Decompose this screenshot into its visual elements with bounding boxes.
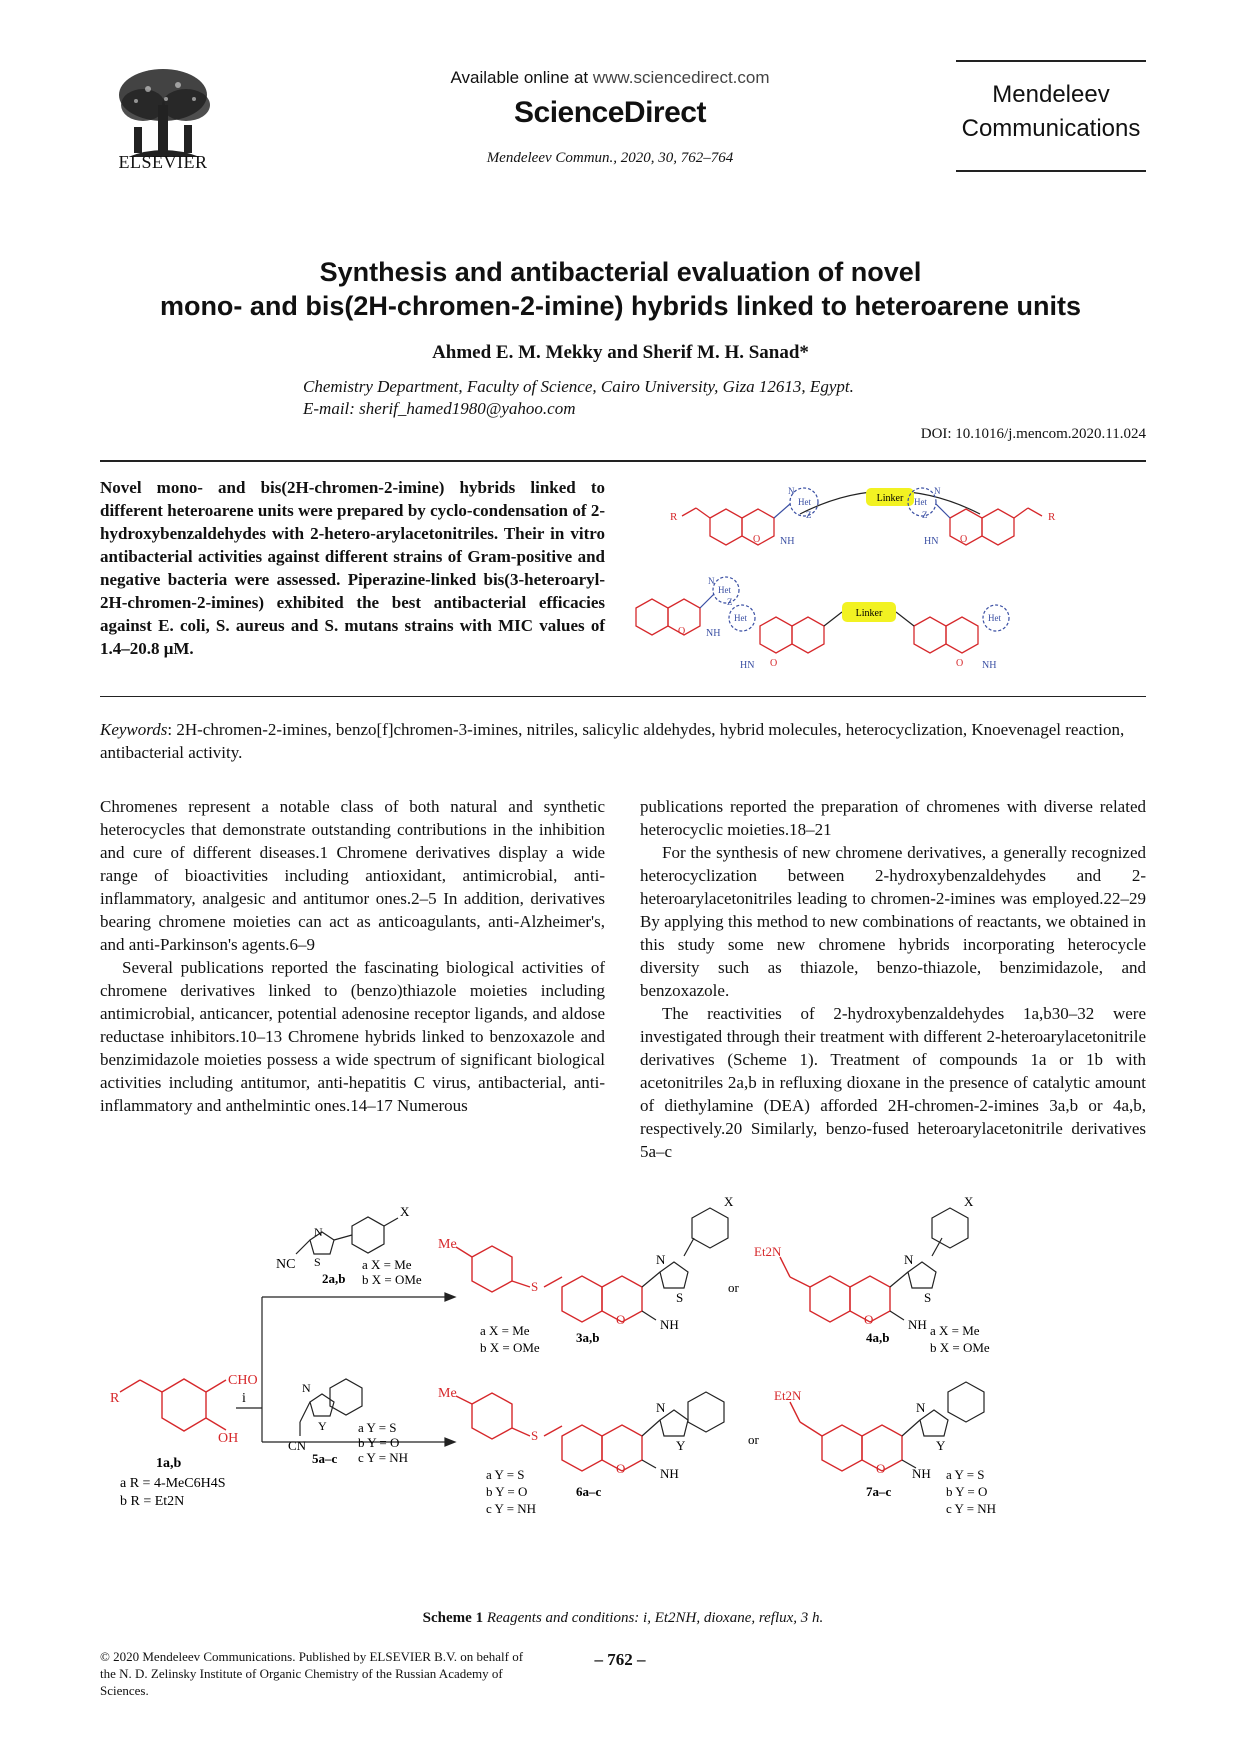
graphic-n-1: N xyxy=(788,486,795,496)
available-online-line xyxy=(400,68,820,88)
sciencedirect-wordmark: ScienceDirect xyxy=(514,96,706,129)
body-column-right xyxy=(640,795,1146,1163)
compound-2-label: 2a,b xyxy=(322,1271,346,1286)
compound-5b: b Y = O xyxy=(358,1435,400,1450)
body-column-left xyxy=(100,795,605,1117)
scheme-s-3b: S xyxy=(676,1290,684,1305)
graphic-n-2: N xyxy=(934,486,941,496)
scheme-or-2: or xyxy=(748,1432,759,1447)
scheme-n-7: N xyxy=(916,1400,926,1415)
scheme-nh-6: NH xyxy=(660,1466,679,1481)
scheme-n-4: N xyxy=(904,1252,914,1267)
scheme-n-2: N xyxy=(314,1225,323,1239)
title-line1: Synthesis and antibacterial evaluation of novel xyxy=(319,257,922,287)
compound-1-label: 1a,b xyxy=(156,1456,182,1471)
compound-4b: b X = OMe xyxy=(930,1340,990,1355)
keywords-label: Keywords xyxy=(100,720,168,739)
graphic-o-5: O xyxy=(956,658,964,669)
scheme-n-3: N xyxy=(656,1252,666,1267)
compound-4a: a X = Me xyxy=(930,1323,980,1338)
compound-7a: a Y = S xyxy=(946,1467,985,1482)
compound-2a: a X = Me xyxy=(362,1257,412,1272)
scheme-x-2: X xyxy=(400,1204,410,1219)
scheme-et2n-7: Et2N xyxy=(774,1388,802,1403)
sciencedirect-link[interactable]: www.sciencedirect.com xyxy=(592,68,770,87)
scheme-r: R xyxy=(110,1391,120,1406)
keywords: Keywords: 2H-chromen-2-imines, benzo[f]chromen-3-imines, nitriles, salicylic aldehydes, hybrid molecules, heterocyclization, Knoevenagel reaction, antibacterial activity. xyxy=(100,720,1125,762)
compound-7c: c Y = NH xyxy=(946,1501,997,1516)
compound-5-label: 5a–c xyxy=(312,1451,338,1466)
compound-3a: a X = Me xyxy=(480,1323,530,1338)
graphic-het-5: Het xyxy=(988,613,1001,623)
abstract-top-rule xyxy=(100,460,1146,462)
graphic-o-1: O xyxy=(753,534,761,545)
graphic-nh-5: NH xyxy=(982,660,997,671)
graphic-z-1: Z xyxy=(806,510,812,520)
compound-6c: c Y = NH xyxy=(486,1501,537,1516)
graphic-het-2: Het xyxy=(914,497,927,507)
scheme-me-6: Me xyxy=(438,1386,457,1401)
scheme-s-2: S xyxy=(314,1255,321,1269)
available-prefix: Available online at xyxy=(450,68,593,87)
scheme-s-3: S xyxy=(531,1279,539,1294)
scheme-cho: CHO xyxy=(228,1373,258,1388)
scheme-x-3: X xyxy=(724,1194,734,1209)
compound-3b: b X = OMe xyxy=(480,1340,540,1355)
scheme-y-7: Y xyxy=(936,1438,946,1453)
scheme-o-4: O xyxy=(864,1312,874,1327)
graphic-het-4: Het xyxy=(734,613,747,623)
compound-7b: b Y = O xyxy=(946,1484,988,1499)
graphic-o-2: O xyxy=(960,534,968,545)
title-line2: mono- and bis(2H-chromen-2-imine) hybrids linked to heteroarene units xyxy=(159,291,1082,321)
journal-name-line2: Communications xyxy=(961,115,1141,142)
graphic-z-3: Z xyxy=(727,597,733,607)
compound-6-label: 6a–c xyxy=(576,1484,602,1499)
affiliation-address: Chemistry Department, Faculty of Science, Cairo University, Giza 12613, Egypt. xyxy=(303,377,854,396)
graphic-o-4: O xyxy=(770,658,778,669)
graphical-abstract xyxy=(630,478,1150,688)
graphic-r-1: R xyxy=(670,511,678,523)
paragraph: For the synthesis of new chromene derivatives, a generally recognized heterocyclization between 2-hydroxybenzaldehydes and 2-heteroarylacetonitriles leading to chromen-2-imines was employed.22–29 By applying this method to new combinations of reactants, we obtained in this study some new chromene hybrids incorporating heterocycle diversity such as thiazole, benzo-thiazole, benzimidazole, and benzoxazole. xyxy=(640,843,1146,1000)
graphic-hn-2: HN xyxy=(924,536,939,547)
scheme-or-1: or xyxy=(728,1280,739,1295)
graphic-hn-4: HN xyxy=(740,660,755,671)
scheme-y-6: Y xyxy=(676,1438,686,1453)
linker-label-bottom: Linker xyxy=(855,608,883,619)
graphic-z-2: Z xyxy=(922,510,928,520)
compound-6a: a Y = S xyxy=(486,1467,525,1482)
scheme-nc: NC xyxy=(276,1257,296,1272)
scheme-1 xyxy=(100,1192,1146,1612)
keywords-list: 2H-chromen-2-imines, benzo[f]chromen-3-imines, nitriles, salicylic aldehydes, hybrid molecules, heterocyclization, Knoevenagel reaction, antibacterial activity. xyxy=(100,720,1125,762)
scheme-n-5: N xyxy=(302,1381,311,1395)
scheme-nh-7: NH xyxy=(912,1466,931,1481)
scheme-nh-3: NH xyxy=(660,1317,679,1332)
scheme-s-4: S xyxy=(924,1290,932,1305)
scheme-o-3: O xyxy=(616,1312,626,1327)
page-number: – 762 – xyxy=(594,1650,646,1669)
scheme-oh: OH xyxy=(218,1431,239,1446)
scheme-o-7: O xyxy=(876,1461,886,1476)
scheme-caption-label: Scheme 1 xyxy=(422,1610,484,1626)
scheme-x-4: X xyxy=(964,1194,974,1209)
journal-name-line1: Mendeleev xyxy=(992,81,1110,108)
graphic-nh-1: NH xyxy=(780,536,795,547)
scheme-me-3: Me xyxy=(438,1237,457,1252)
journal-name xyxy=(956,78,1146,146)
compound-1b: b R = Et2N xyxy=(120,1494,185,1509)
scheme-caption-text: Reagents and conditions: i, Et2NH, dioxane, reflux, 3 h. xyxy=(486,1610,824,1626)
graphic-o-3: O xyxy=(678,626,686,637)
graphic-nh-3: NH xyxy=(706,628,721,639)
paragraph: The reactivities of 2-hydroxybenzaldehydes 1a,b30–32 were investigated through their treatment with different 2-heteroarylacetonitrile derivatives (Scheme 1). Treatment of compounds 1a or 1b with acetonitriles 2a,b in refluxing dioxane in the presence of catalytic amount of diethylamine (DEA) afforded 2H-chromen-2-imines 3a,b or 4a,b, respectively.20 Similarly, benzo-fused heteroarylacetonitrile derivatives 5a–c xyxy=(640,1004,1146,1161)
article-title xyxy=(60,255,1181,323)
scheme-caption xyxy=(100,1610,1146,1627)
graphic-r-2: R xyxy=(1048,511,1056,523)
compound-5a: a Y = S xyxy=(358,1420,397,1435)
scheme-et2n-4: Et2N xyxy=(754,1244,782,1259)
linker-label-top: Linker xyxy=(876,493,904,504)
scheme-n-6: N xyxy=(656,1400,666,1415)
scheme-cn: CN xyxy=(288,1438,307,1453)
paragraph: Several publications reported the fascinating biological activities of chromene derivatives linked to (benzo)thiazole moieties including antimicrobial, anticancer, potential adenosine receptor ligands, and aldose reductase inhibitors.10–13 Chromene hybrids linked to benzoxazole and benzimidazole moieties possess a wide spectrum of significant biological activities including antitumor, anti-hepatitis C virus, antibacterial, anti-inflammatory and anthelmintic ones.14–17 Numerous xyxy=(100,958,605,1115)
publisher-name: ELSEVIER xyxy=(118,152,208,172)
author-email[interactable]: E-mail: sherif_hamed1980@yahoo.com xyxy=(303,399,576,418)
graphic-n-3: N xyxy=(708,576,715,586)
compound-6b: b Y = O xyxy=(486,1484,528,1499)
reagent-i: i xyxy=(242,1391,246,1406)
journal-citation: Mendeleev Commun., 2020, 30, 762–764 xyxy=(486,150,734,166)
paragraph: publications reported the preparation of chromenes with diverse related heterocyclic moieties.18–21 xyxy=(640,797,1146,839)
paragraph: Chromenes represent a notable class of both natural and synthetic heterocycles that demonstrate outstanding contributions in the inhibition and cure of different diseases.1 Chromene derivatives display a wide range of bioactivities including antioxidant, antimicrobial, anti-inflammatory, analgesic and antitumor ones.2–5 In addition, derivatives bearing chromene moieties can act as anticoagulants, anti-Alzheimer's, and anti-Parkinson's agents.6–9 xyxy=(100,797,605,954)
author-list: Ahmed E. M. Mekky and Sherif M. H. Sanad* xyxy=(432,342,809,363)
compound-7-label: 7a–c xyxy=(866,1484,892,1499)
abstract-bottom-rule xyxy=(100,696,1146,697)
copyright-notice: © 2020 Mendeleev Communications. Published by ELSEVIER B.V. on behalf of the N. D. Zelinsky Institute of Organic Chemistry of the Russian Academy of Sciences. xyxy=(100,1649,524,1698)
affiliation xyxy=(303,376,1003,420)
graphic-het-1: Het xyxy=(798,497,811,507)
compound-5c: c Y = NH xyxy=(358,1450,409,1465)
compound-3-label: 3a,b xyxy=(576,1330,600,1345)
compound-1a: a R = 4-MeC6H4S xyxy=(120,1476,226,1491)
graphic-het-3: Het xyxy=(718,585,731,595)
scheme-y-5: Y xyxy=(318,1419,327,1433)
doi[interactable]: DOI: 10.1016/j.mencom.2020.11.024 xyxy=(920,426,1146,442)
compound-2b: b X = OMe xyxy=(362,1272,422,1287)
scheme-nh-4: NH xyxy=(908,1317,927,1332)
scheme-s-6: S xyxy=(531,1428,539,1443)
scheme-o-6: O xyxy=(616,1461,626,1476)
compound-4-label: 4a,b xyxy=(866,1330,890,1345)
abstract-text: Novel mono- and bis(2H-chromen-2-imine) hybrids linked to different heteroarene units were prepared by cyclo-condensation of 2-hydroxybenzaldehydes with 2-hetero-arylacetonitriles. Their in vitro antibacterial activities against different strains of Gram-positive and negative bacteria were assessed. Piperazine-linked bis(3-heteroaryl-2H-chromen-2-imines) exhibited the best antibacterial efficacies against E. coli, S. aureus and S. mutans strains with MIC values of 1.4–20.8 μM. xyxy=(100,478,605,658)
